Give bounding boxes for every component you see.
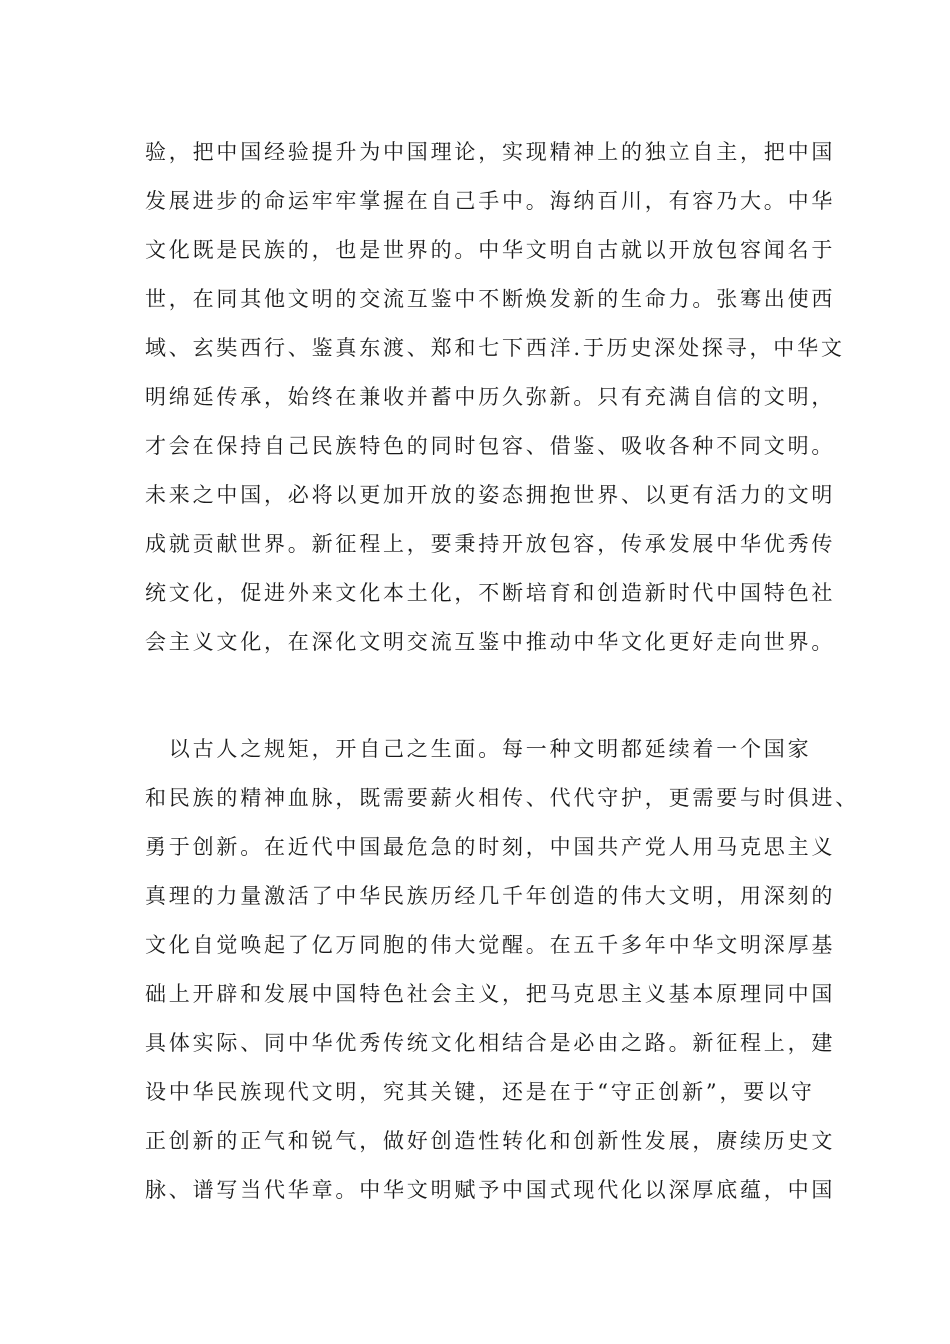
text-line: 设中华民族现代文明，究其关键，还是在于“守正创新”，要以守 — [145, 1080, 815, 1104]
paragraph-1 — [145, 128, 845, 667]
text-line: 发展进步的命运牢牢掌握在自己手中。海纳百川，有容乃大。中华 — [145, 189, 836, 213]
text-line: 文化既是民族的，也是世界的。中华文明自古就以开放包容闻名于 — [145, 238, 836, 262]
text-line: 文化自觉唤起了亿万同胞的伟大觉醒。在五千多年中华文明深厚基 — [145, 933, 836, 957]
text-line: 以古人之规矩，开自己之生面。每一种文明都延续着一个国家 — [145, 737, 812, 761]
text-line: 础上开辟和发展中国特色社会主义，把马克思主义基本原理同中国 — [145, 982, 836, 1006]
text-line: 成就贡献世界。新征程上，要秉持开放包容，传承发展中华优秀传 — [145, 532, 836, 556]
text-line: 正创新的正气和锐气，做好创造性转化和创新性发展，赓续历史文 — [145, 1129, 836, 1153]
text-line: 会主义文化，在深化文明交流互鉴中推动中华文化更好走向世界。 — [145, 630, 836, 654]
text-line: 明绵延传承，始终在兼收并蓄中历久弥新。只有充满自信的文明， — [145, 385, 836, 409]
text-line: 未来之中国，必将以更加开放的姿态拥抱世界、以更有活力的文明 — [145, 483, 836, 507]
text-line: 统文化，促进外来文化本土化，不断培育和创造新时代中国特色社 — [145, 581, 836, 605]
text-line: 具体实际、同中华优秀传统文化相结合是必由之路。新征程上，建 — [145, 1031, 836, 1055]
text-line: 脉、谱写当代华章。中华文明赋予中国式现代化以深厚底蕴，中国 — [145, 1178, 836, 1202]
text-line: 勇于创新。在近代中国最危急的时刻，中国共产党人用马克思主义 — [145, 835, 836, 859]
paragraph-2 — [145, 725, 859, 1215]
text-line: 验，把中国经验提升为中国理论，实现精神上的独立自主，把中国 — [145, 140, 836, 164]
text-line: 世，在同其他文明的交流互鉴中不断焕发新的生命力。张骞出使西 — [145, 287, 836, 311]
text-line: 域、玄奘西行、鉴真东渡、郑和七下西洋.于历史深处探寻，中华文 — [145, 336, 845, 360]
text-line: 和民族的精神血脉，既需要薪火相传、代代守护，更需要与时俱进、 — [145, 786, 859, 810]
text-line: 才会在保持自己民族特色的同时包容、借鉴、吸收各种不同文明。 — [145, 434, 836, 458]
text-line: 真理的力量激活了中华民族历经几千年创造的伟大文明，用深刻的 — [145, 884, 836, 908]
